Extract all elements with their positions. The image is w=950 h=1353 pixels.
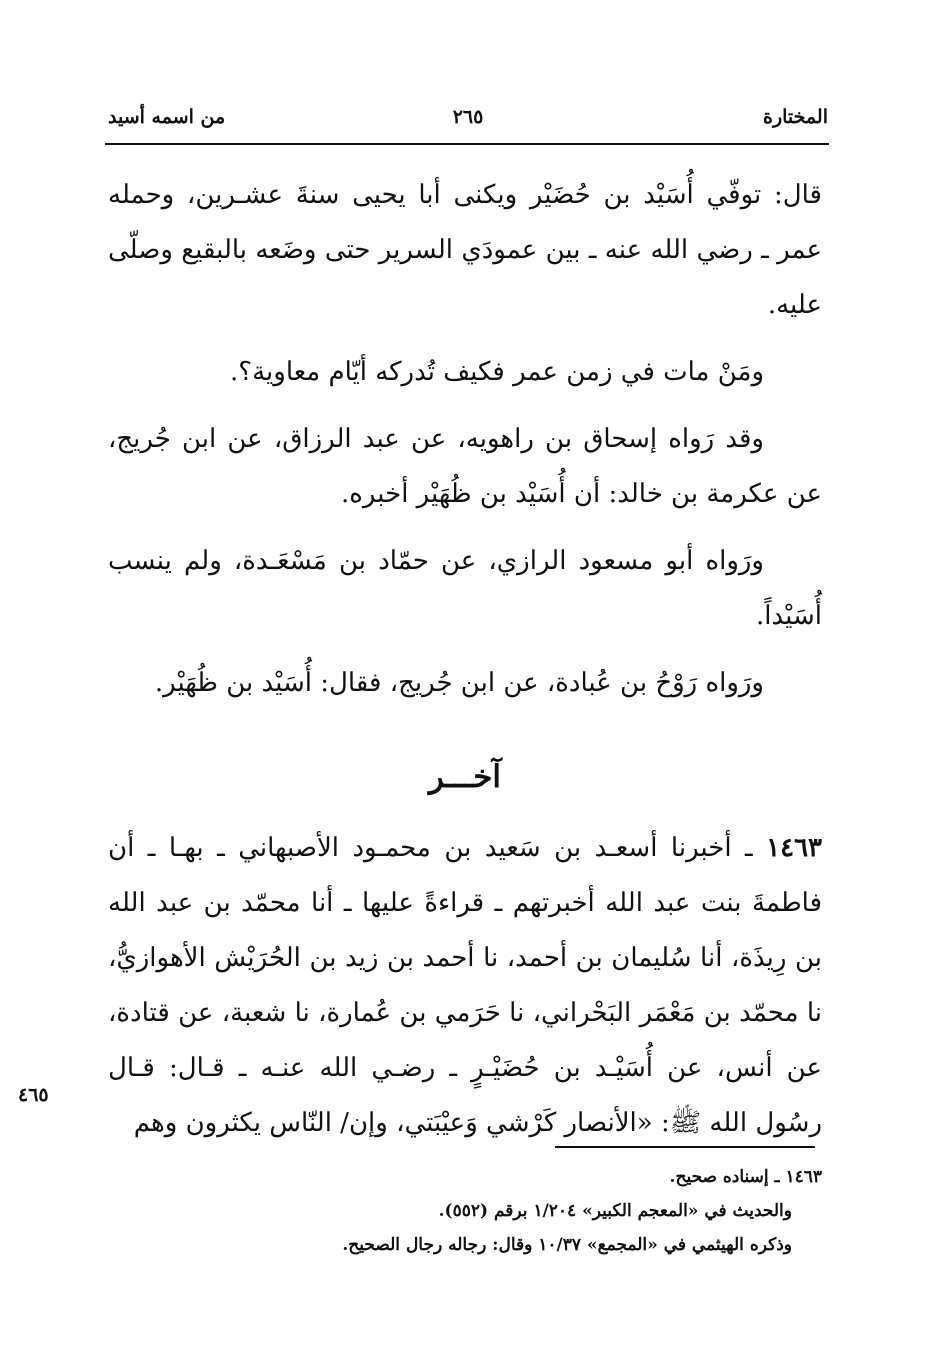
footnote-line: ١٤٦٣ ـ إسناده صحيح. bbox=[669, 1167, 822, 1187]
margin-manuscript-page: ٤٦٥ bbox=[18, 1084, 49, 1106]
page-number: ٢٦٥ bbox=[452, 106, 484, 128]
paragraph: ورَواه رَوْحُ بن عُبادة، عن ابن جُريج، فقال: أُسَيْد بن ظُهَيْر. bbox=[154, 668, 764, 698]
paragraph: قال: توفّي أُسَيْد بن حُضَيْر ويكنى أبا يحيى سنةَ عشـرين، وحمله عمر ـ رضي الله عنه ـ بين عمودَي السرير حتى وضَعه بالبقيع وصلّى عليه. bbox=[108, 180, 822, 320]
hadith-paragraph bbox=[108, 821, 822, 1151]
main-text bbox=[108, 168, 822, 1163]
footnotes bbox=[200, 1160, 822, 1262]
header-book-title: المختارة bbox=[763, 106, 828, 128]
header-divider bbox=[105, 143, 829, 145]
section-heading: آخـــر bbox=[428, 759, 502, 795]
footnote-line: والحديث في «المعجم الكبير» ١/٢٠٤ برقم (٥٥٢). bbox=[438, 1201, 792, 1221]
header-chapter-title: من اسمه أسيد bbox=[108, 106, 226, 128]
hadith-text: ـ أخبرنا أسعـد بن سَعيد بن محمـود الأصبهاني ـ بهـا ـ أن فاطمةَ بنت عبد الله أخبرتهم ـ قراءةً عليها ـ أنا محمّد بن عبد الله بن رِيذَة، أنا سُليمان بن أحمد، نا أحمد بن زيد بن الحُرَيْش الأهوازيُّ، نا محمّد بن مَعْمَر البَحْراني، نا حَرَمي بن عُمارة، نا شعبة، عن قتادة، عن أنس، عن أُسَيْـد بن حُضَيْـرٍ ـ رضـي الله عنـه ـ قـال: قـال رسُول الله ﷺ: «الأنصار كَرْشي وَعيْبَتي، وإن/ النّاس يكثرون وهم bbox=[108, 833, 822, 1138]
paragraph: ومَنْ مات في زمن عمر فكيف تُدركه أيّام معاوية؟. bbox=[230, 357, 764, 387]
footnote-line: وذكره الهيثمي في «المجمع» ١٠/٣٧ وقال: رجاله رجال الصحيح. bbox=[342, 1235, 792, 1255]
paragraph: ورَواه أبو مسعود الرازي، عن حمّاد بن مَسْعَـدة، ولم ينسب أُسَيْداً. bbox=[108, 546, 822, 631]
paragraph: وقد رَواه إسحاق بن راهويه، عن عبد الرزاق، عن ابن جُريج، عن عكرمة بن خالد: أن أُسَيْد بن ظُهَيْر أخبره. bbox=[108, 424, 822, 509]
footnote-divider bbox=[555, 1146, 815, 1148]
hadith-number: ١٤٦٣ bbox=[766, 833, 822, 863]
running-header bbox=[108, 106, 828, 140]
